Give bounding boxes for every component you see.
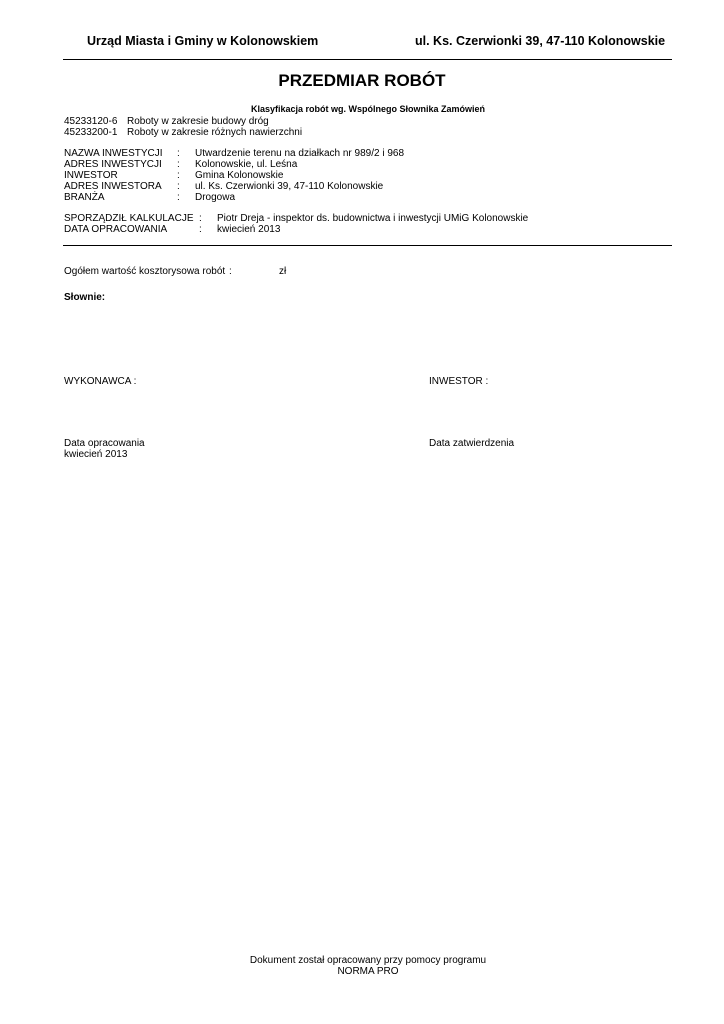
header-rule [63, 59, 672, 60]
prepared-separator: : [199, 213, 202, 224]
info-label: ADRES INWESTYCJI [64, 159, 162, 170]
footer-line-1: Dokument został opracowany przy pomocy programu [249, 955, 487, 966]
prep-date-label: Data opracowania [64, 438, 145, 449]
total-unit: zł [279, 266, 287, 277]
classification-code: 45233200-1 [64, 127, 118, 138]
info-label: NAZWA INWESTYCJI [64, 148, 163, 159]
info-value: Kolonowskie, ul. Leśna [195, 159, 298, 170]
approval-date-label: Data zatwierdzenia [429, 438, 515, 449]
info-separator: : [177, 192, 180, 203]
info-value: Drogowa [195, 192, 236, 203]
words-label: Słownie: [64, 292, 106, 303]
info-label: INWESTOR [64, 170, 118, 181]
prepared-label: DATA OPRACOWANIA [64, 224, 168, 235]
classification-code: 45233120-6 [64, 116, 118, 127]
prepared-value: kwiecień 2013 [217, 224, 281, 235]
info-value: Gmina Kolonowskie [195, 170, 284, 181]
info-value: Utwardzenie terenu na działkach nr 989/2 i 968 [195, 148, 405, 159]
prepared-separator: : [199, 224, 202, 235]
page-title: PRZEDMIAR ROBÓT [278, 71, 446, 90]
prep-date-value: kwiecień 2013 [64, 449, 128, 460]
total-separator: : [229, 266, 232, 277]
prepared-label: SPORZĄDZIŁ KALKULACJE [64, 213, 194, 224]
section-rule [63, 245, 672, 246]
contractor-label: WYKONAWCA : [64, 376, 137, 387]
info-separator: : [177, 148, 180, 159]
info-separator: : [177, 159, 180, 170]
footer-line-2: NORMA PRO [337, 966, 399, 977]
prepared-value: Piotr Dreja - inspektor ds. budownictwa i inwestycji UMiG Kolonowskie [217, 213, 529, 224]
classification-desc: Roboty w zakresie budowy dróg [127, 116, 269, 127]
info-label: BRANŻA [64, 192, 105, 203]
header-office-name: Urząd Miasta i Gminy w Kolonowskiem [87, 34, 319, 48]
info-label: ADRES INWESTORA [64, 181, 162, 192]
investor-label: INWESTOR : [429, 376, 489, 387]
classification-heading: Klasyfikacja robót wg. Wspólnego Słownika Zamówień [250, 104, 486, 114]
total-label: Ogółem wartość kosztorysowa robót [64, 266, 226, 277]
classification-desc: Roboty w zakresie różnych nawierzchni [127, 127, 303, 138]
info-value: ul. Ks. Czerwionki 39, 47-110 Kolonowskie [195, 181, 384, 192]
info-separator: : [177, 170, 180, 181]
header-office-address: ul. Ks. Czerwionki 39, 47-110 Kolonowskie [415, 34, 666, 48]
info-separator: : [177, 181, 180, 192]
